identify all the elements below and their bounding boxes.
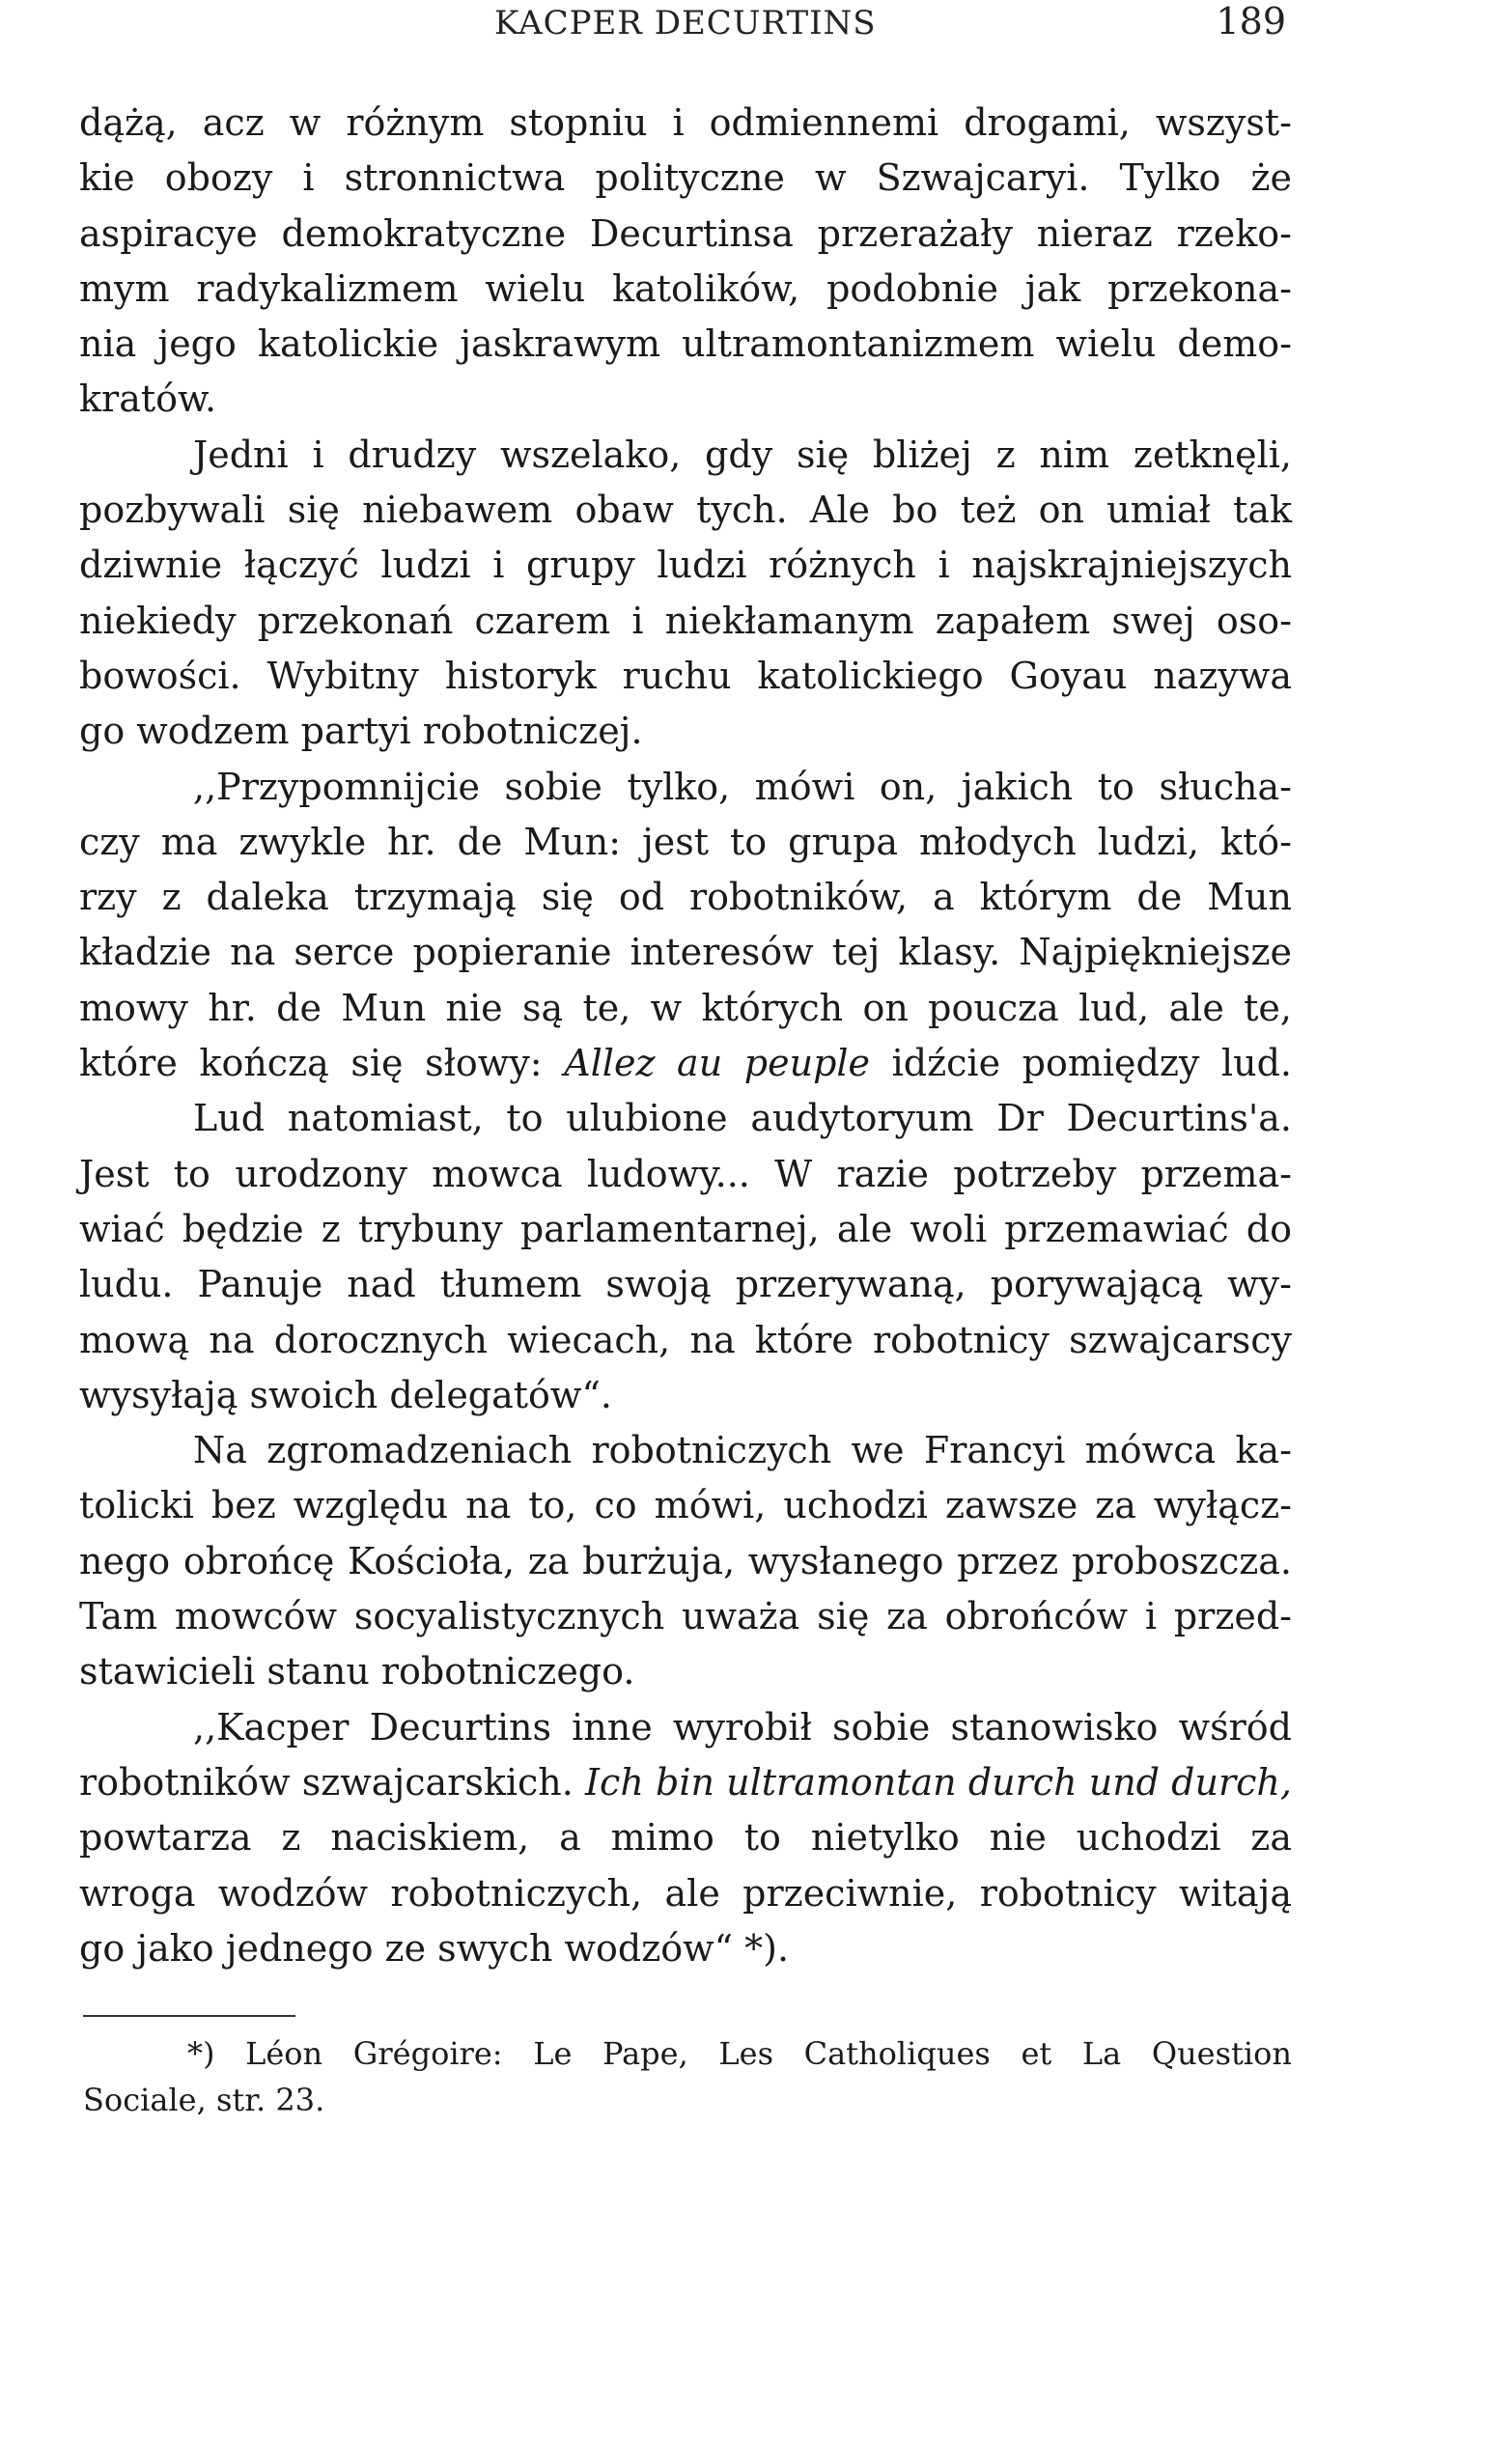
text-line: stawicieli stanu robotniczego.: [79, 1650, 635, 1693]
text-run: które kończą się słowy:: [79, 1042, 565, 1085]
text-line: czy ma zwykle hr. de Mun: jest to grupa młodych ludzi, któ-: [79, 820, 1292, 863]
text-line: aspiracye demokratyczne Decurtinsa przerażały nieraz rzeko-: [79, 211, 1292, 255]
text-line: Lud natomiast, to ulubione audytoryum Dr Decurtins'a.: [193, 1097, 1292, 1140]
running-header: [79, 0, 1286, 42]
footnote-line: Sociale, str. 23.: [83, 2082, 325, 2118]
text-line: Jedni i drudzy wszelako, gdy się bliżej z nim zetknęli,: [193, 433, 1292, 476]
text-run: idźcie pomiędzy lud.: [870, 1042, 1292, 1085]
text-line: mym radykalizmem wielu katolików, podobnie jak przekona-: [79, 266, 1292, 310]
text-line: Jest to urodzony mowca ludowy... W razie potrzeby przema-: [79, 1152, 1292, 1195]
text-line: wysyłają swoich delegatów“.: [79, 1373, 612, 1416]
running-title: KACPER DECURTINS: [494, 4, 877, 42]
text-line: bowości. Wybitny historyk ruchu katolickiego Goyau nazywa: [79, 654, 1292, 697]
text-line: powtarza z naciskiem, a mimo to nietylko nie uchodzi za: [79, 1816, 1292, 1860]
text-line: [79, 1036, 1292, 1091]
text-line: tolicki bez względu na to, co mówi, uchodzi zawsze za wyłącz-: [79, 1484, 1292, 1527]
text-line: ludu. Panuje nad tłumem swoją przerywaną, porywającą wy-: [79, 1263, 1292, 1306]
text-line: kładzie na serce popieranie interesów tej klasy. Najpiękniejsze: [79, 931, 1292, 974]
text-line: wiać będzie z trybuny parlamentarnej, ale woli przemawiać do: [79, 1207, 1292, 1250]
text-line: mowy hr. de Mun nie są te, w których on poucza lud, ale te,: [79, 986, 1292, 1029]
text-line: wroga wodzów robotniczych, ale przeciwnie, robotnicy witają: [79, 1871, 1292, 1915]
text-line: go wodzem partyi robotniczej.: [79, 710, 643, 753]
text-line: nia jego katolickie jaskrawym ultramontanizmem wielu demo-: [79, 322, 1292, 366]
text-run: robotników szwajcarskich.: [79, 1760, 586, 1804]
text-line: nego obrońcę Kościoła, za burżuja, wysłanego przez proboszcza.: [79, 1539, 1292, 1582]
text-line: [79, 1755, 1292, 1810]
text-line: rzy z daleka trzymają się od robotników, a którym de Mun: [79, 876, 1292, 919]
page-number: 189: [1216, 0, 1286, 42]
italic-phrase: Ich bin ultramontan durch und durch,: [585, 1760, 1292, 1804]
footnote-line: *) Léon Grégoire: Le Pape, Les Catholiques et La Question: [187, 2035, 1292, 2072]
text-line: Na zgromadzeniach robotniczych we Francyi mówca ka-: [193, 1429, 1292, 1472]
text-line: ,,Kacper Decurtins inne wyrobił sobie stanowisko wśród: [193, 1705, 1292, 1749]
text-line: kie obozy i stronnictwa polityczne w Szwajcaryi. Tylko że: [79, 156, 1292, 200]
footnote: [83, 2030, 1292, 2123]
text-line: mową na dorocznych wiecach, na które robotnicy szwajcarscy: [79, 1318, 1292, 1361]
text-line: pozbywali się niebawem obaw tych. Ale bo też on umiał tak: [79, 489, 1292, 532]
text-line: Tam mowców socyalistycznych uważa się za obrońców i przed-: [79, 1595, 1292, 1638]
text-line: dążą, acz w różnym stopniu i odmiennemi drogami, wszyst-: [79, 101, 1292, 144]
body-text: [79, 96, 1292, 1976]
text-line: ,,Przypomnijcie sobie tylko, mówi on, jakich to słucha-: [193, 765, 1292, 808]
text-line: go jako jednego ze swych wodzów“ *).: [79, 1926, 790, 1970]
italic-phrase: Allez au peuple: [564, 1042, 871, 1085]
text-line: niekiedy przekonań czarem i niekłamanym zapałem swej oso-: [79, 599, 1292, 642]
text-line: dziwnie łączyć ludzi i grupy ludzi różnych i najskrajniejszych: [79, 544, 1292, 587]
footnote-divider: [83, 2015, 295, 2017]
text-line: kratów.: [79, 378, 217, 421]
